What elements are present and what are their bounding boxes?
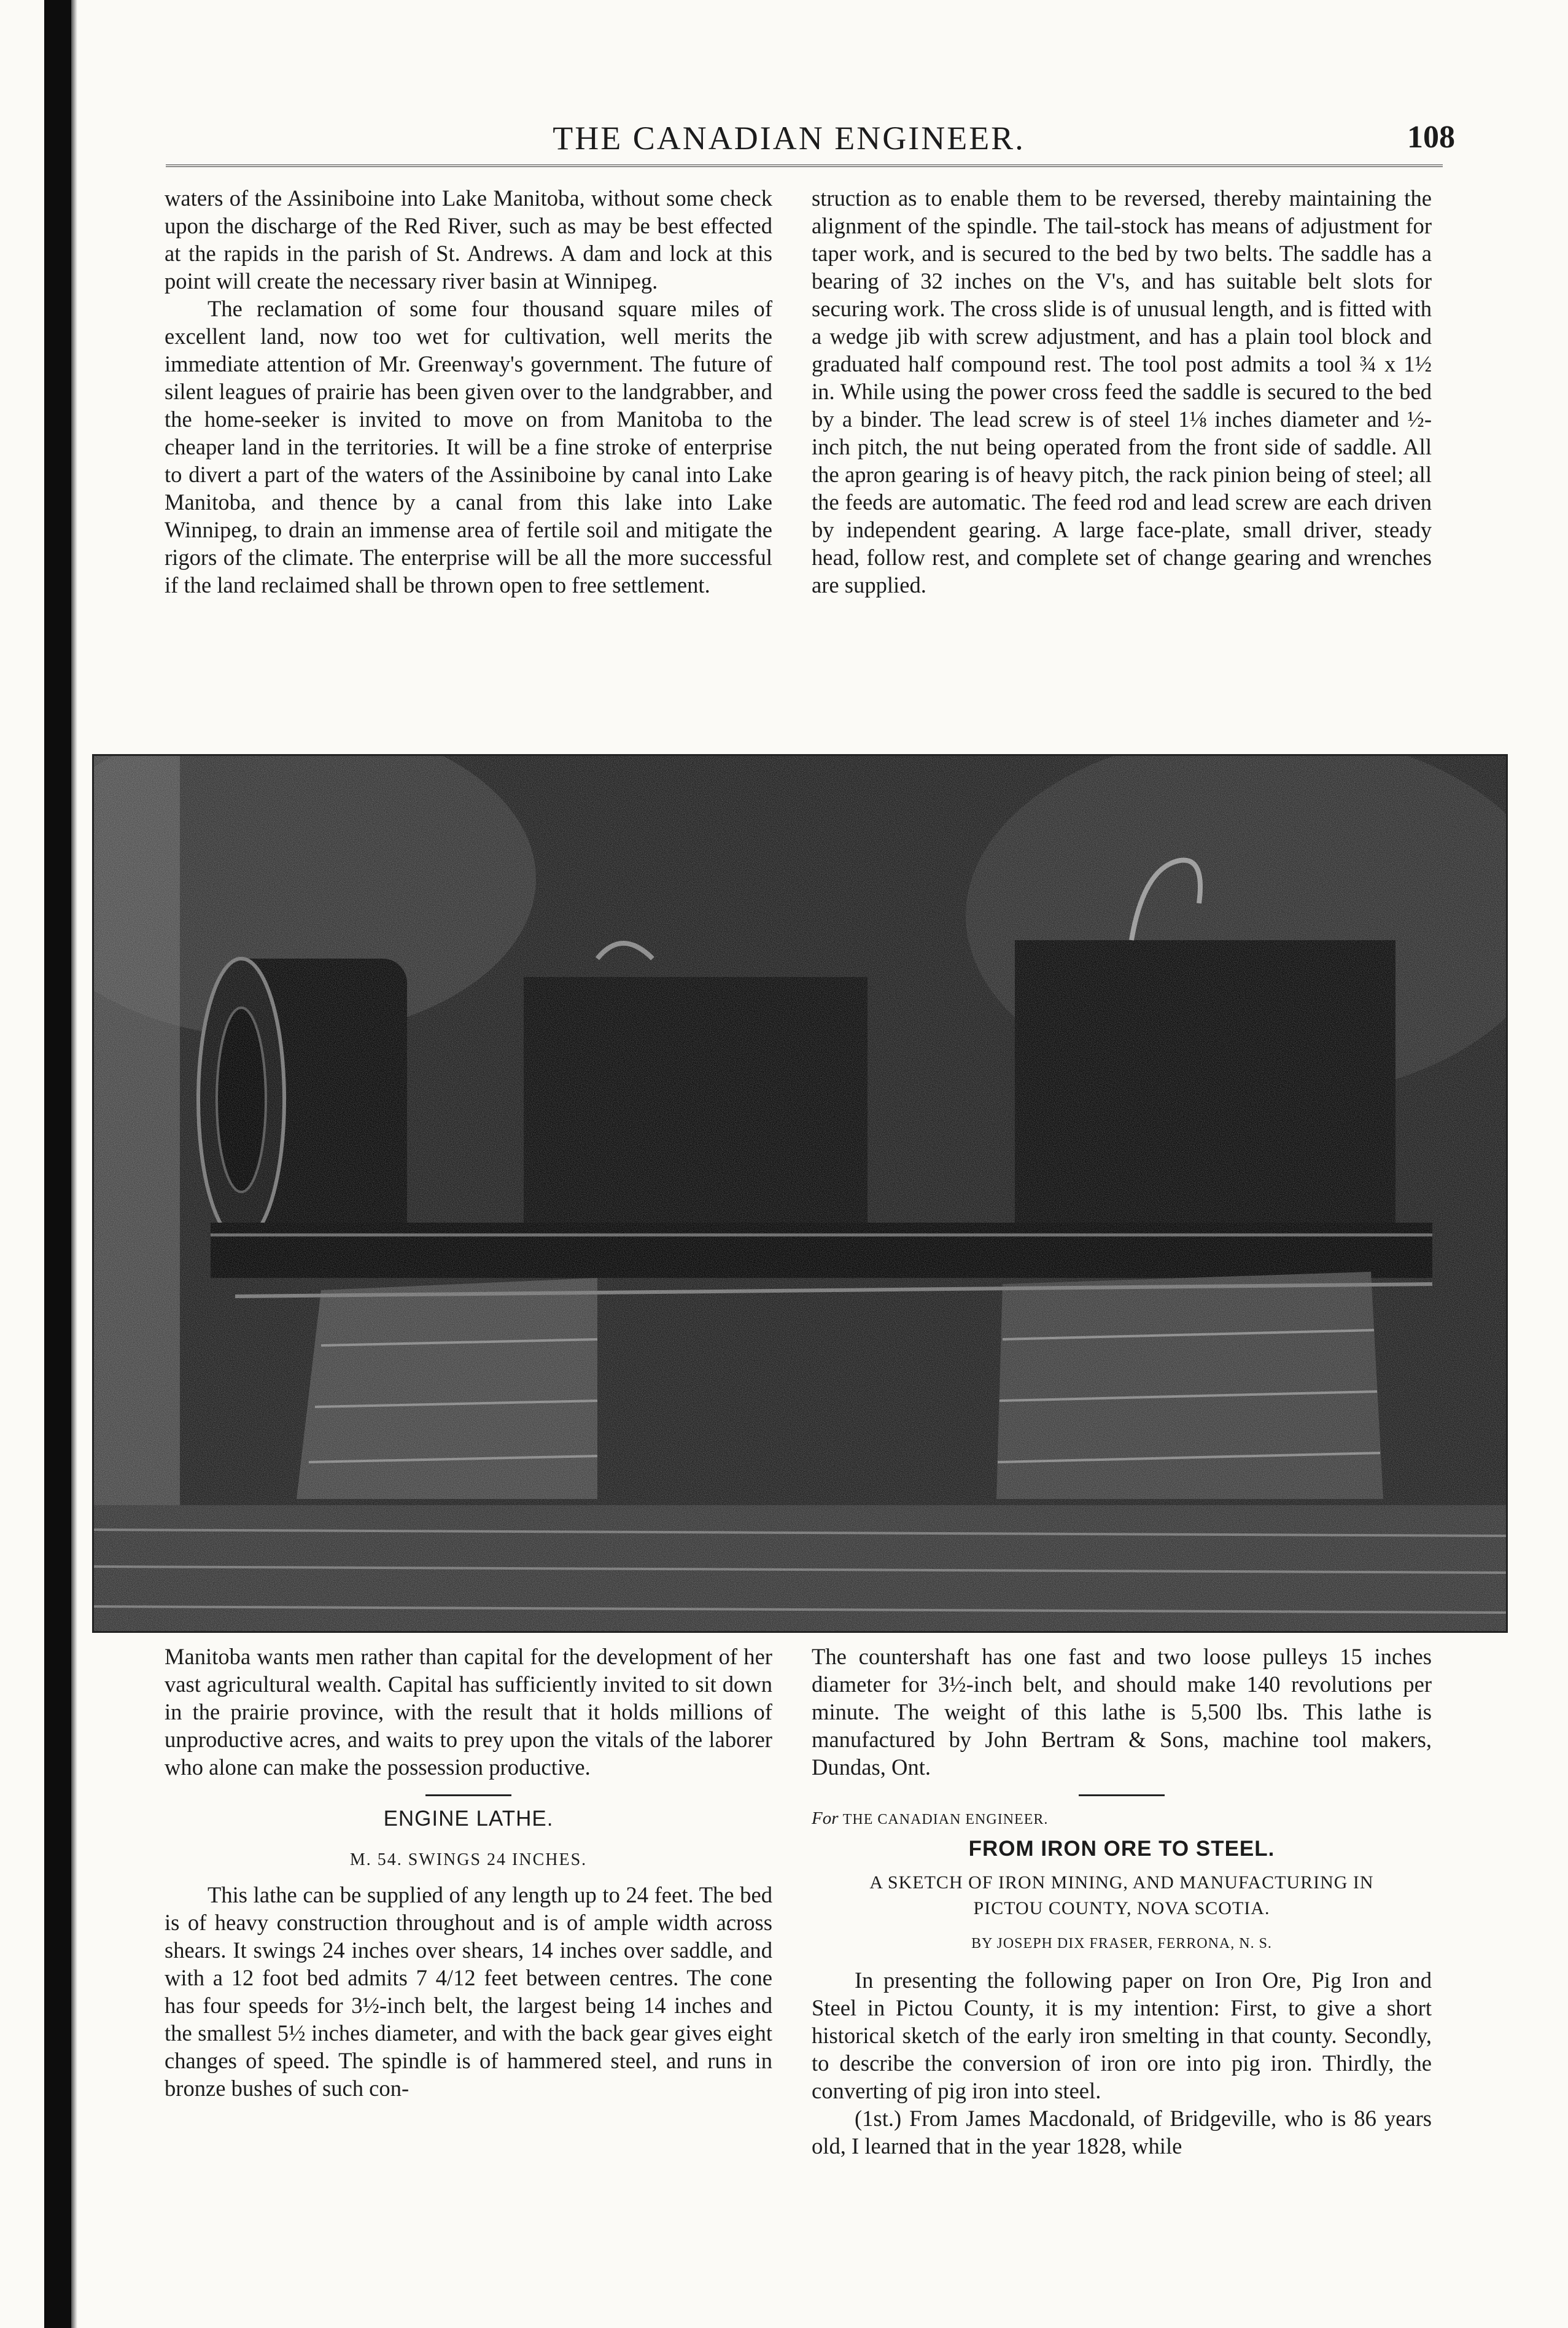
paragraph: Manitoba wants men rather than capital for the development of her vast agricultural wealth. Capital has sufficiently invited to sit down in the prairie province, with the result that it holds millions of unproductive acres, and waits to prey upon the vitals of the laborer who alone can make the possession productive. [165, 1644, 772, 1780]
paragraph: struction as to enable them to be reversed, thereby maintaining the alignment of the spindle. The tail-stock has means of adjustment for taper work, and is secured to the bed by two belts. The saddle has a bearing of 32 inches on the V's, and has suitable belt slots for securing work. The cross slide is of unusual length, and is fitted with a wedge jib with screw adjustment, and has a plain tool block and graduated half compound rest. The tool post admits a tool ¾ x 1½ in. While using the power cross feed the saddle is secured to the bed by a binder. The lead screw is of steel 1⅛ inches diameter and ½-inch pitch, the nut being operated from the front side of saddle. All the apron gearing is of heavy pitch, the rack pinion being of steel; all the feeds are automatic. The feed rod and lead screw are each driven by independent gearing. A large face-plate, small driver, steady head, follow rest, and complete set of change gearing and wrenches are supplied. [812, 185, 1432, 598]
left-column-top [165, 184, 772, 599]
article-subtitle: A SKETCH OF IRON MINING, AND MANUFACTURING IN PICTOU COUNTY, NOVA SCOTIA. [869, 1872, 1374, 1918]
journal-title: THE CANADIAN ENGINEER. [553, 120, 1025, 157]
credit-prefix: For [812, 1808, 839, 1828]
section-title: ENGINE LATHE. [383, 1807, 554, 1831]
paragraph: waters of the Assiniboine into Lake Manitoba, without some check upon the discharge of the Red River, such as may be best effected at the rapids in the parish of St. Andrews. A dam and lock at this point will create the necessary river basin at Winnipeg. [165, 185, 772, 294]
binding-edge [44, 0, 71, 2328]
page-number: 108 [1407, 120, 1455, 155]
right-column-bottom [812, 1643, 1432, 2160]
section-divider [425, 1794, 511, 1796]
paragraph: In presenting the following paper on Iron Ore, Pig Iron and Steel in Pictou County, it is my intention: First, to give a short historical sketch of the early iron smelting in that county. Secondly, to describe the conversion of iron ore into pig iron. Thirdly, the converting of pig iron into steel. [812, 1968, 1432, 2103]
paragraph: The reclamation of some four thousand square miles of excellent land, now too wet for cultivation, well merits the immediate attention of Mr. Greenway's government. The future of silent leagues of prairie has been given over to the landgrabber, and the home-seeker is invited to move on from Manitoba to the cheaper land in the territories. It will be a fine stroke of enterprise to divert a part of the waters of the Assiniboine by canal into Lake Manitoba, and thence by a canal from this lake into Lake Winnipeg, to drain an immense area of fertile soil and mitigate the rigors of the climate. The enterprise will be all the more successful if the land reclaimed shall be thrown open to free settlement. [165, 296, 772, 598]
left-column-bottom [165, 1643, 772, 2102]
lathe-illustration [94, 756, 1506, 1631]
article-title: FROM IRON ORE TO STEEL. [968, 1837, 1275, 1861]
page-header [123, 115, 1455, 165]
right-column-top [812, 184, 1432, 599]
credit-name: THE CANADIAN ENGINEER. [842, 1812, 1049, 1828]
paragraph: This lathe can be supplied of any length up to 24 feet. The bed is of heavy construction throughout and is of ample width across shears. It swings 24 inches over shears, 14 inches over saddle, and with a 12 foot bed admits 7 4/12 feet between centres. The cone has four speeds for 3½-inch belt, the largest being 14 inches and the smallest 5½ inches diameter, and with the back gear gives eight changes of speed. The spindle is of hammered steel, and runs in bronze bushes of such con- [165, 1882, 772, 2101]
section-divider [1079, 1794, 1165, 1796]
section-subtitle: M. 54. SWINGS 24 INCHES. [349, 1850, 588, 1869]
paragraph: The countershaft has one fast and two loose pulleys 15 inches diameter for 3½-inch belt, and should make 140 revolutions per minute. The weight of this lathe is 5,500 lbs. This lathe is manufactured by John Bertram & Sons, machine tool makers, Dundas, Ont. [812, 1644, 1432, 1780]
article-byline: BY JOSEPH DIX FRASER, FERRONA, N. S. [971, 1936, 1272, 1952]
paragraph: (1st.) From James Macdonald, of Bridgeville, who is 86 years old, I learned that in the year 1828, while [812, 2106, 1432, 2159]
header-rule [166, 165, 1443, 167]
lathe-photograph [92, 754, 1508, 1633]
article-credit [812, 1805, 1432, 1834]
